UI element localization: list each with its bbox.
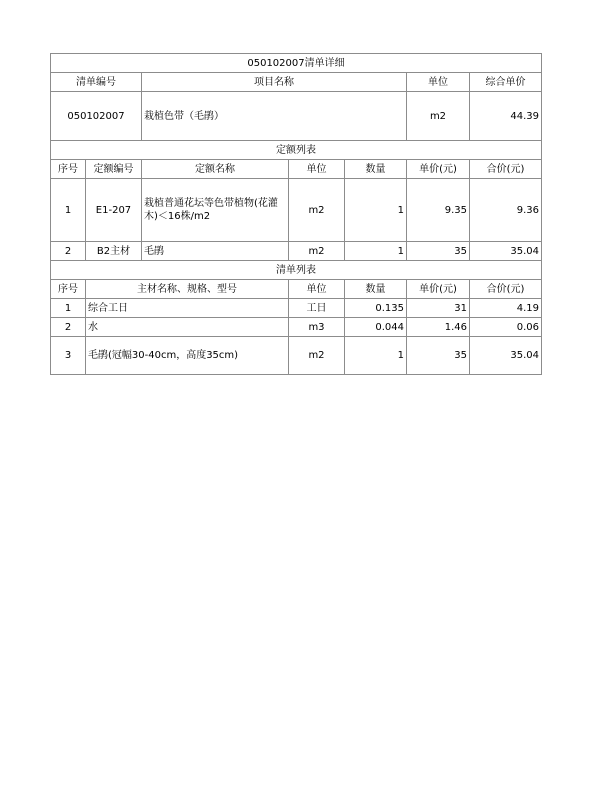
detail-table bbox=[50, 53, 542, 375]
table-row bbox=[51, 242, 542, 261]
bill-total: 0.06 bbox=[470, 318, 542, 337]
bill-section-title: 清单列表 bbox=[51, 261, 542, 280]
bill-name: 水 bbox=[86, 318, 289, 337]
quota-unit-header: 单位 bbox=[289, 160, 345, 179]
table-row bbox=[51, 318, 542, 337]
bill-unit-header: 单位 bbox=[289, 280, 345, 299]
bill-header-row bbox=[51, 280, 542, 299]
bill-total: 35.04 bbox=[470, 337, 542, 375]
quota-total-header: 合价(元) bbox=[470, 160, 542, 179]
item-unit: m2 bbox=[407, 92, 470, 141]
bill-unit-price: 35 bbox=[407, 337, 470, 375]
quota-section-title: 定额列表 bbox=[51, 141, 542, 160]
table-title: 050102007清单详细 bbox=[51, 54, 542, 73]
bill-unit-price-header: 单价(元) bbox=[407, 280, 470, 299]
bill-name: 综合工日 bbox=[86, 299, 289, 318]
bill-seq: 2 bbox=[51, 318, 86, 337]
bill-qty: 1 bbox=[345, 337, 407, 375]
item-header-row bbox=[51, 73, 542, 92]
bill-total: 4.19 bbox=[470, 299, 542, 318]
quota-code-header: 定额编号 bbox=[86, 160, 142, 179]
bill-unit: 工日 bbox=[289, 299, 345, 318]
quota-total: 9.36 bbox=[470, 179, 542, 242]
bill-unit-price: 1.46 bbox=[407, 318, 470, 337]
quota-section-row bbox=[51, 141, 542, 160]
bill-name-header: 主材名称、规格、型号 bbox=[86, 280, 289, 299]
quota-name-header: 定额名称 bbox=[142, 160, 289, 179]
item-code-header: 清单编号 bbox=[51, 73, 142, 92]
quota-seq: 1 bbox=[51, 179, 86, 242]
quota-total: 35.04 bbox=[470, 242, 542, 261]
item-unit-header: 单位 bbox=[407, 73, 470, 92]
bill-seq-header: 序号 bbox=[51, 280, 86, 299]
bill-seq: 1 bbox=[51, 299, 86, 318]
bill-unit: m2 bbox=[289, 337, 345, 375]
bill-qty: 0.044 bbox=[345, 318, 407, 337]
quota-qty-header: 数量 bbox=[345, 160, 407, 179]
quota-name: 毛鹃 bbox=[142, 242, 289, 261]
bill-total-header: 合价(元) bbox=[470, 280, 542, 299]
quota-qty: 1 bbox=[345, 179, 407, 242]
quota-name: 栽植普通花坛等色带植物(花灌木)＜16株/m2 bbox=[142, 179, 289, 242]
title-row bbox=[51, 54, 542, 73]
item-price-header: 综合单价 bbox=[470, 73, 542, 92]
item-name-header: 项目名称 bbox=[142, 73, 407, 92]
quota-seq-header: 序号 bbox=[51, 160, 86, 179]
quota-unit-price: 35 bbox=[407, 242, 470, 261]
bill-section-row bbox=[51, 261, 542, 280]
bill-unit: m3 bbox=[289, 318, 345, 337]
quota-unit: m2 bbox=[289, 179, 345, 242]
bill-unit-price: 31 bbox=[407, 299, 470, 318]
item-price: 44.39 bbox=[470, 92, 542, 141]
bill-qty-header: 数量 bbox=[345, 280, 407, 299]
quota-qty: 1 bbox=[345, 242, 407, 261]
item-name: 栽植色带（毛鹃） bbox=[142, 92, 407, 141]
quota-unit-price-header: 单价(元) bbox=[407, 160, 470, 179]
quota-unit-price: 9.35 bbox=[407, 179, 470, 242]
table-row bbox=[51, 299, 542, 318]
table-row bbox=[51, 337, 542, 375]
quota-code: B2主材 bbox=[86, 242, 142, 261]
item-row bbox=[51, 92, 542, 141]
item-code: 050102007 bbox=[51, 92, 142, 141]
quota-code: E1-207 bbox=[86, 179, 142, 242]
bill-name: 毛鹃(冠幅30-40cm，高度35cm) bbox=[86, 337, 289, 375]
quota-seq: 2 bbox=[51, 242, 86, 261]
quota-unit: m2 bbox=[289, 242, 345, 261]
bill-qty: 0.135 bbox=[345, 299, 407, 318]
table-row bbox=[51, 179, 542, 242]
bill-seq: 3 bbox=[51, 337, 86, 375]
quota-header-row bbox=[51, 160, 542, 179]
